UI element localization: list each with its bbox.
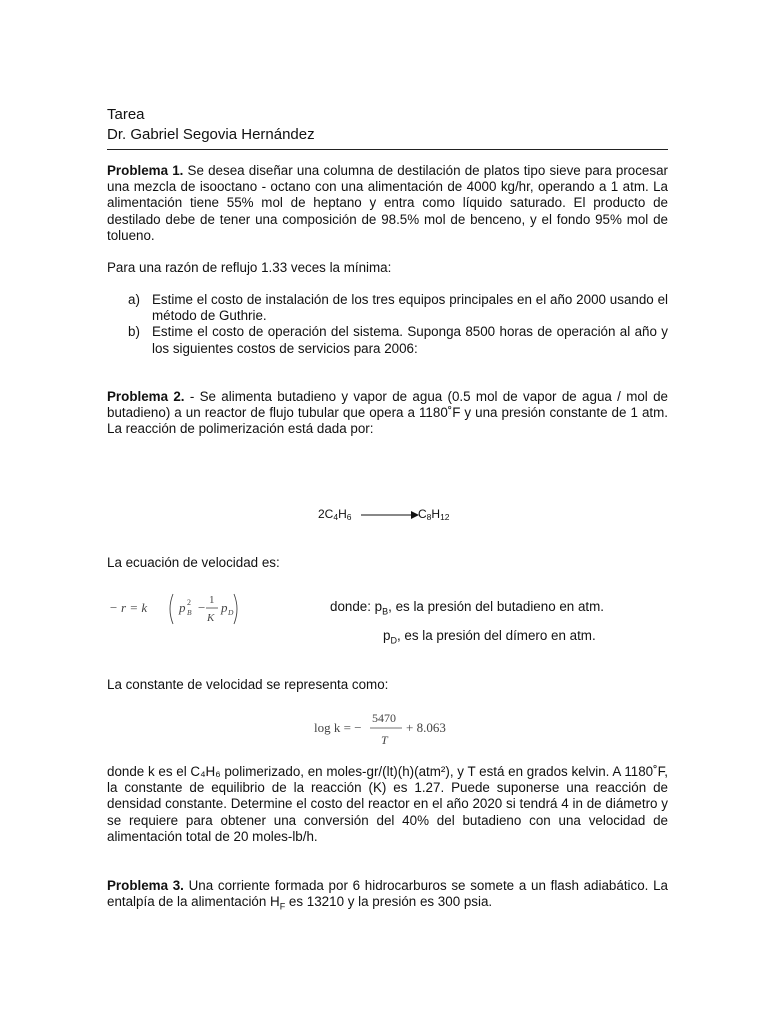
problem-1-reflux: Para una razón de reflujo 1.33 veces la mínima: (107, 260, 392, 275)
document-header (107, 105, 668, 145)
header-title: Tarea (107, 106, 145, 123)
problem-1-list (128, 292, 668, 357)
rate-constant-equation (312, 707, 462, 749)
svg-text:+ 8.063: + 8.063 (406, 720, 446, 735)
reaction-equation (318, 507, 351, 522)
list-item-mark: b) (128, 324, 140, 340)
rate-lhs: − r = k (109, 600, 148, 615)
svg-text:B: B (187, 608, 192, 617)
problem-2-body: donde k es el C₄H₆ polimerizado, en moles-gr/(lt)(h)(atm²), y T está en grados kelvin. A 1180˚F, la constante de equilibrio de la reacción (K) es 1.27. Puede suponerse una reacción de densidad constante. Determine el costo del reactor en el año 2020 si tendrá 4 in de diámetro y se requiere para obtener una conversión del 40% del butadieno con una velocidad de alimentación total de 20 moles-lb/h. (107, 764, 668, 844)
problem-1-statement (107, 163, 668, 244)
problem-2-label: Problema 2. (107, 389, 185, 404)
problem-3-label: Problema 3. (107, 878, 184, 893)
svg-text:K: K (207, 612, 215, 624)
svg-text:5470: 5470 (372, 711, 396, 725)
list-item (128, 292, 668, 324)
const-intro: La constante de velocidad se representa como: (107, 677, 389, 692)
svg-text:T: T (381, 733, 388, 747)
list-item-text: Estime el costo de operación del sistema. Suponga 8500 horas de operación al año y los siguientes costos de servicios para 2006: (152, 324, 668, 356)
header-divider (107, 149, 668, 150)
problem-3-statement: Problema 3. Una corriente formada por 6 hidrocarburos se somete a un flash adiabático. La entalpía de la alimentación $H_F$ es 13210 y la presión es 300 psia. (107, 878, 668, 912)
svg-text:p: p (179, 600, 186, 615)
svg-text:1: 1 (209, 594, 215, 606)
logk-lhs: log k = − (314, 720, 362, 735)
svg-text:2: 2 (187, 598, 191, 607)
problem-1-text: Se desea diseñar una columna de destilación de platos tipo sieve para procesar una mezcla de isooctano - octano con una alimentación de 4000 kg/hr, operando a 1 atm. La alimentación tiene 55% mol de heptano y entra como líquido saturado. El producto de destilado debe de tener una composición de 98.5% mol de benceno, y el fondo 95% mol de tolueno. (107, 163, 668, 243)
reaction-arrow-icon (361, 509, 419, 521)
problem-1-label: Problema 1. (107, 163, 184, 178)
svg-text:−: − (198, 600, 206, 615)
rate-equation (107, 588, 242, 630)
svg-text:D: D (228, 608, 234, 617)
product: $C_8H_{12}$ (418, 507, 450, 522)
reactant: $2C_4H_6$ (318, 507, 352, 522)
problem-2-statement (107, 389, 668, 438)
where-butadiene: donde: $p_B$, es la presión del butadieno en atm. (330, 599, 605, 617)
rate-intro: La ecuación de velocidad es: (107, 555, 280, 570)
where-dimer: $p_D$, es la presión del dímero en atm. (383, 628, 596, 646)
problem-2-text: - Se alimenta butadieno y vapor de agua (0.5 mol de vapor de agua / mol de butadieno) a un reactor de flujo tubular que opera a 1180˚F y una presión constante de 1 atm. La reacción de polimerización está dada por: (107, 389, 668, 437)
list-item (128, 324, 668, 356)
list-item-text: Estime el costo de instalación de los tres equipos principales en el año 2000 usando el método de Guthrie. (152, 292, 668, 324)
list-item-mark: a) (128, 292, 140, 307)
svg-text:p: p (221, 600, 228, 615)
header-author: Dr. Gabriel Segovia Hernández (107, 126, 315, 143)
